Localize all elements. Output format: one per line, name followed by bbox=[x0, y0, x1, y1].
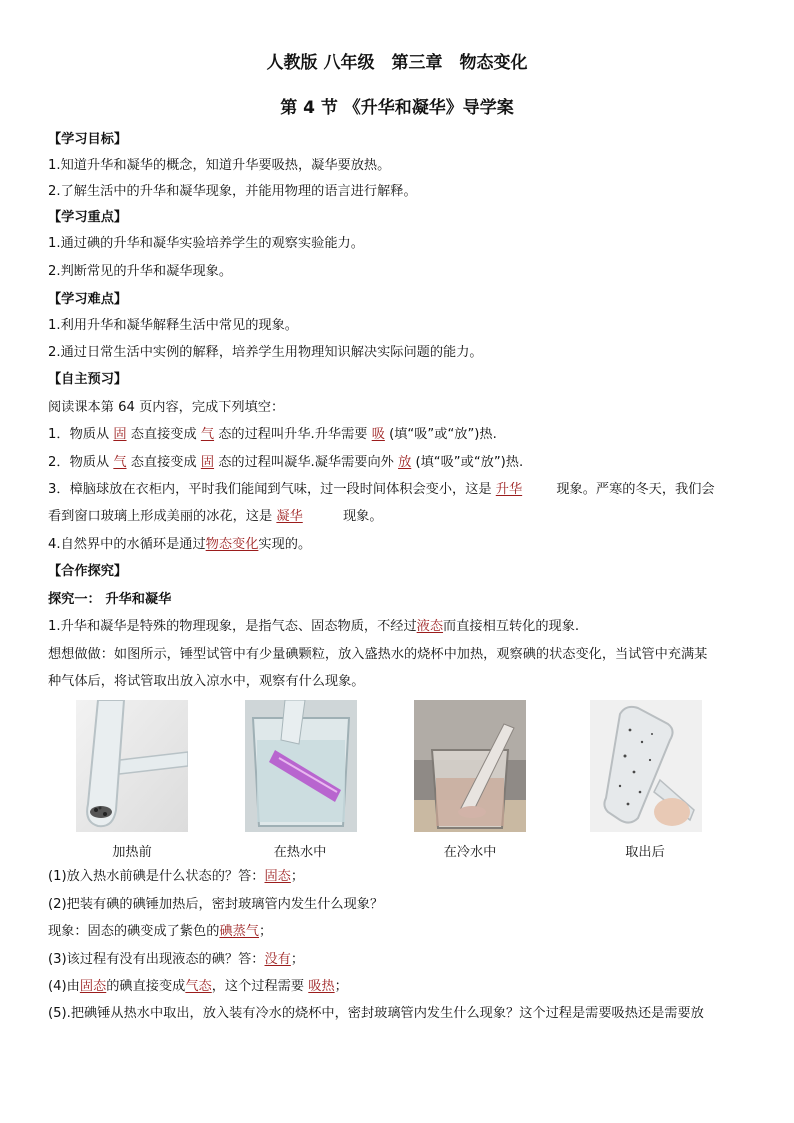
answer-3: (3)该过程有没有出现液态的碘？答：没有； bbox=[48, 952, 305, 967]
preview-intro: 阅读课本第 64 页内容，完成下列填空： bbox=[48, 400, 285, 415]
answer-blank: 气态 bbox=[185, 979, 212, 994]
caption-after: 取出后 bbox=[625, 845, 665, 860]
answer-blank: 碘蒸气 bbox=[219, 924, 259, 939]
answer-blank: 固 bbox=[113, 427, 127, 442]
answer-blank: 没有 bbox=[264, 952, 291, 967]
document-title: 人教版 八年级 第三章 物态变化 bbox=[266, 53, 528, 73]
focus-item: 1.通过碘的升华和凝华实验培养学生的观察实验能力。 bbox=[48, 236, 364, 251]
answer-blank: 凝华 bbox=[276, 509, 303, 524]
answer-blank: 气 bbox=[200, 427, 215, 442]
answer-blank: 升华 bbox=[495, 482, 523, 497]
preview-q2: 2．物质从 气 态直接变成 固 态的过程叫凝华.凝华需要向外 放 (填“吸”或“放”)热. bbox=[48, 455, 524, 470]
explore-p1: 1.升华和凝华是特殊的物理现象，是指气态、固态物质，不经过液态而直接相互转化的现象. bbox=[48, 619, 580, 634]
focus-heading: 【学习重点】 bbox=[48, 210, 128, 225]
question-2: (2)把装有碘的碘锤加热后，密封玻璃管内发生什么现象？ bbox=[48, 897, 384, 912]
preview-heading: 【自主预习】 bbox=[48, 372, 128, 387]
answer-4: (4)由固态的碘直接变成气态，这个过程需要 吸热； bbox=[48, 979, 348, 994]
photo-in-cold-water bbox=[414, 700, 526, 832]
preview-q3: 3．樟脑球放在衣柜内，平时我们能闻到气味，过一段时间体积会变小，这是 升华 现象。严寒的冬天，我们会 bbox=[48, 482, 715, 497]
photo-before-heating bbox=[76, 700, 188, 832]
preview-q3-cont: 看到窗口玻璃上形成美丽的冰花，这是 凝华 现象。 bbox=[48, 509, 383, 524]
difficulty-item: 2.通过日常生活中实例的解释，培养学生用物理知识解决实际问题的能力。 bbox=[48, 345, 483, 360]
answer-blank: 液态 bbox=[416, 619, 444, 634]
photo-after-removal bbox=[590, 700, 702, 832]
answer-blank: 固 bbox=[200, 455, 215, 470]
focus-item: 2.判断常见的升华和凝华现象。 bbox=[48, 264, 233, 279]
answer-blank: 气 bbox=[113, 455, 127, 470]
answer-blank: 固态 bbox=[79, 979, 107, 994]
explore-heading: 【合作探究】 bbox=[48, 564, 128, 579]
difficulty-heading: 【学习难点】 bbox=[48, 292, 128, 307]
caption-cold: 在冷水中 bbox=[443, 845, 497, 860]
caption-before: 加热前 bbox=[112, 845, 152, 860]
preview-q4: 4.自然界中的水循环是通过物态变化实现的。 bbox=[48, 537, 312, 552]
question-5: (5).把碘锤从热水中取出，放入装有冷水的烧杯中，密封玻璃管内发生什么现象？这个过程是需要吸热还是需要放 bbox=[48, 1006, 704, 1021]
goal-item: 2.了解生活中的升华和凝华现象，并能用物理的语言进行解释。 bbox=[48, 184, 417, 199]
answer-blank: 固态 bbox=[264, 869, 291, 884]
answer-blank: 吸热 bbox=[308, 979, 335, 994]
goal-item: 1.知道升华和凝华的概念，知道升华要吸热，凝华要放热。 bbox=[48, 158, 391, 173]
answer-1: (1)放入热水前碘是什么状态的？答：固态； bbox=[48, 869, 305, 884]
answer-blank: 吸 bbox=[371, 427, 385, 442]
answer-blank: 放 bbox=[398, 455, 412, 470]
preview-q1: 1．物质从 固 态直接变成 气 态的过程叫升华.升华需要 吸 (填“吸”或“放”)热. bbox=[48, 427, 497, 442]
caption-hot: 在热水中 bbox=[273, 845, 327, 860]
answer-2: 现象：固态的碘变成了紫色的碘蒸气； bbox=[48, 924, 273, 939]
difficulty-item: 1.利用升华和凝华解释生活中常见的现象。 bbox=[48, 318, 298, 333]
answer-blank: 物态变化 bbox=[205, 537, 259, 552]
goals-heading: 【学习目标】 bbox=[48, 132, 128, 147]
explore-subheading: 探究一： 升华和凝华 bbox=[48, 592, 172, 607]
lesson-title: 第 4 节 《升华和凝华》导学案 bbox=[280, 98, 514, 118]
photo-in-hot-water bbox=[245, 700, 357, 832]
explore-p3: 种气体后，将试管取出放入凉水中，观察有什么现象。 bbox=[48, 674, 365, 689]
explore-p2: 想想做做：如图所示，锤型试管中有少量碘颗粒，放入盛热水的烧杯中加热，观察碘的状态变化，当试管中充满某 bbox=[48, 647, 708, 662]
